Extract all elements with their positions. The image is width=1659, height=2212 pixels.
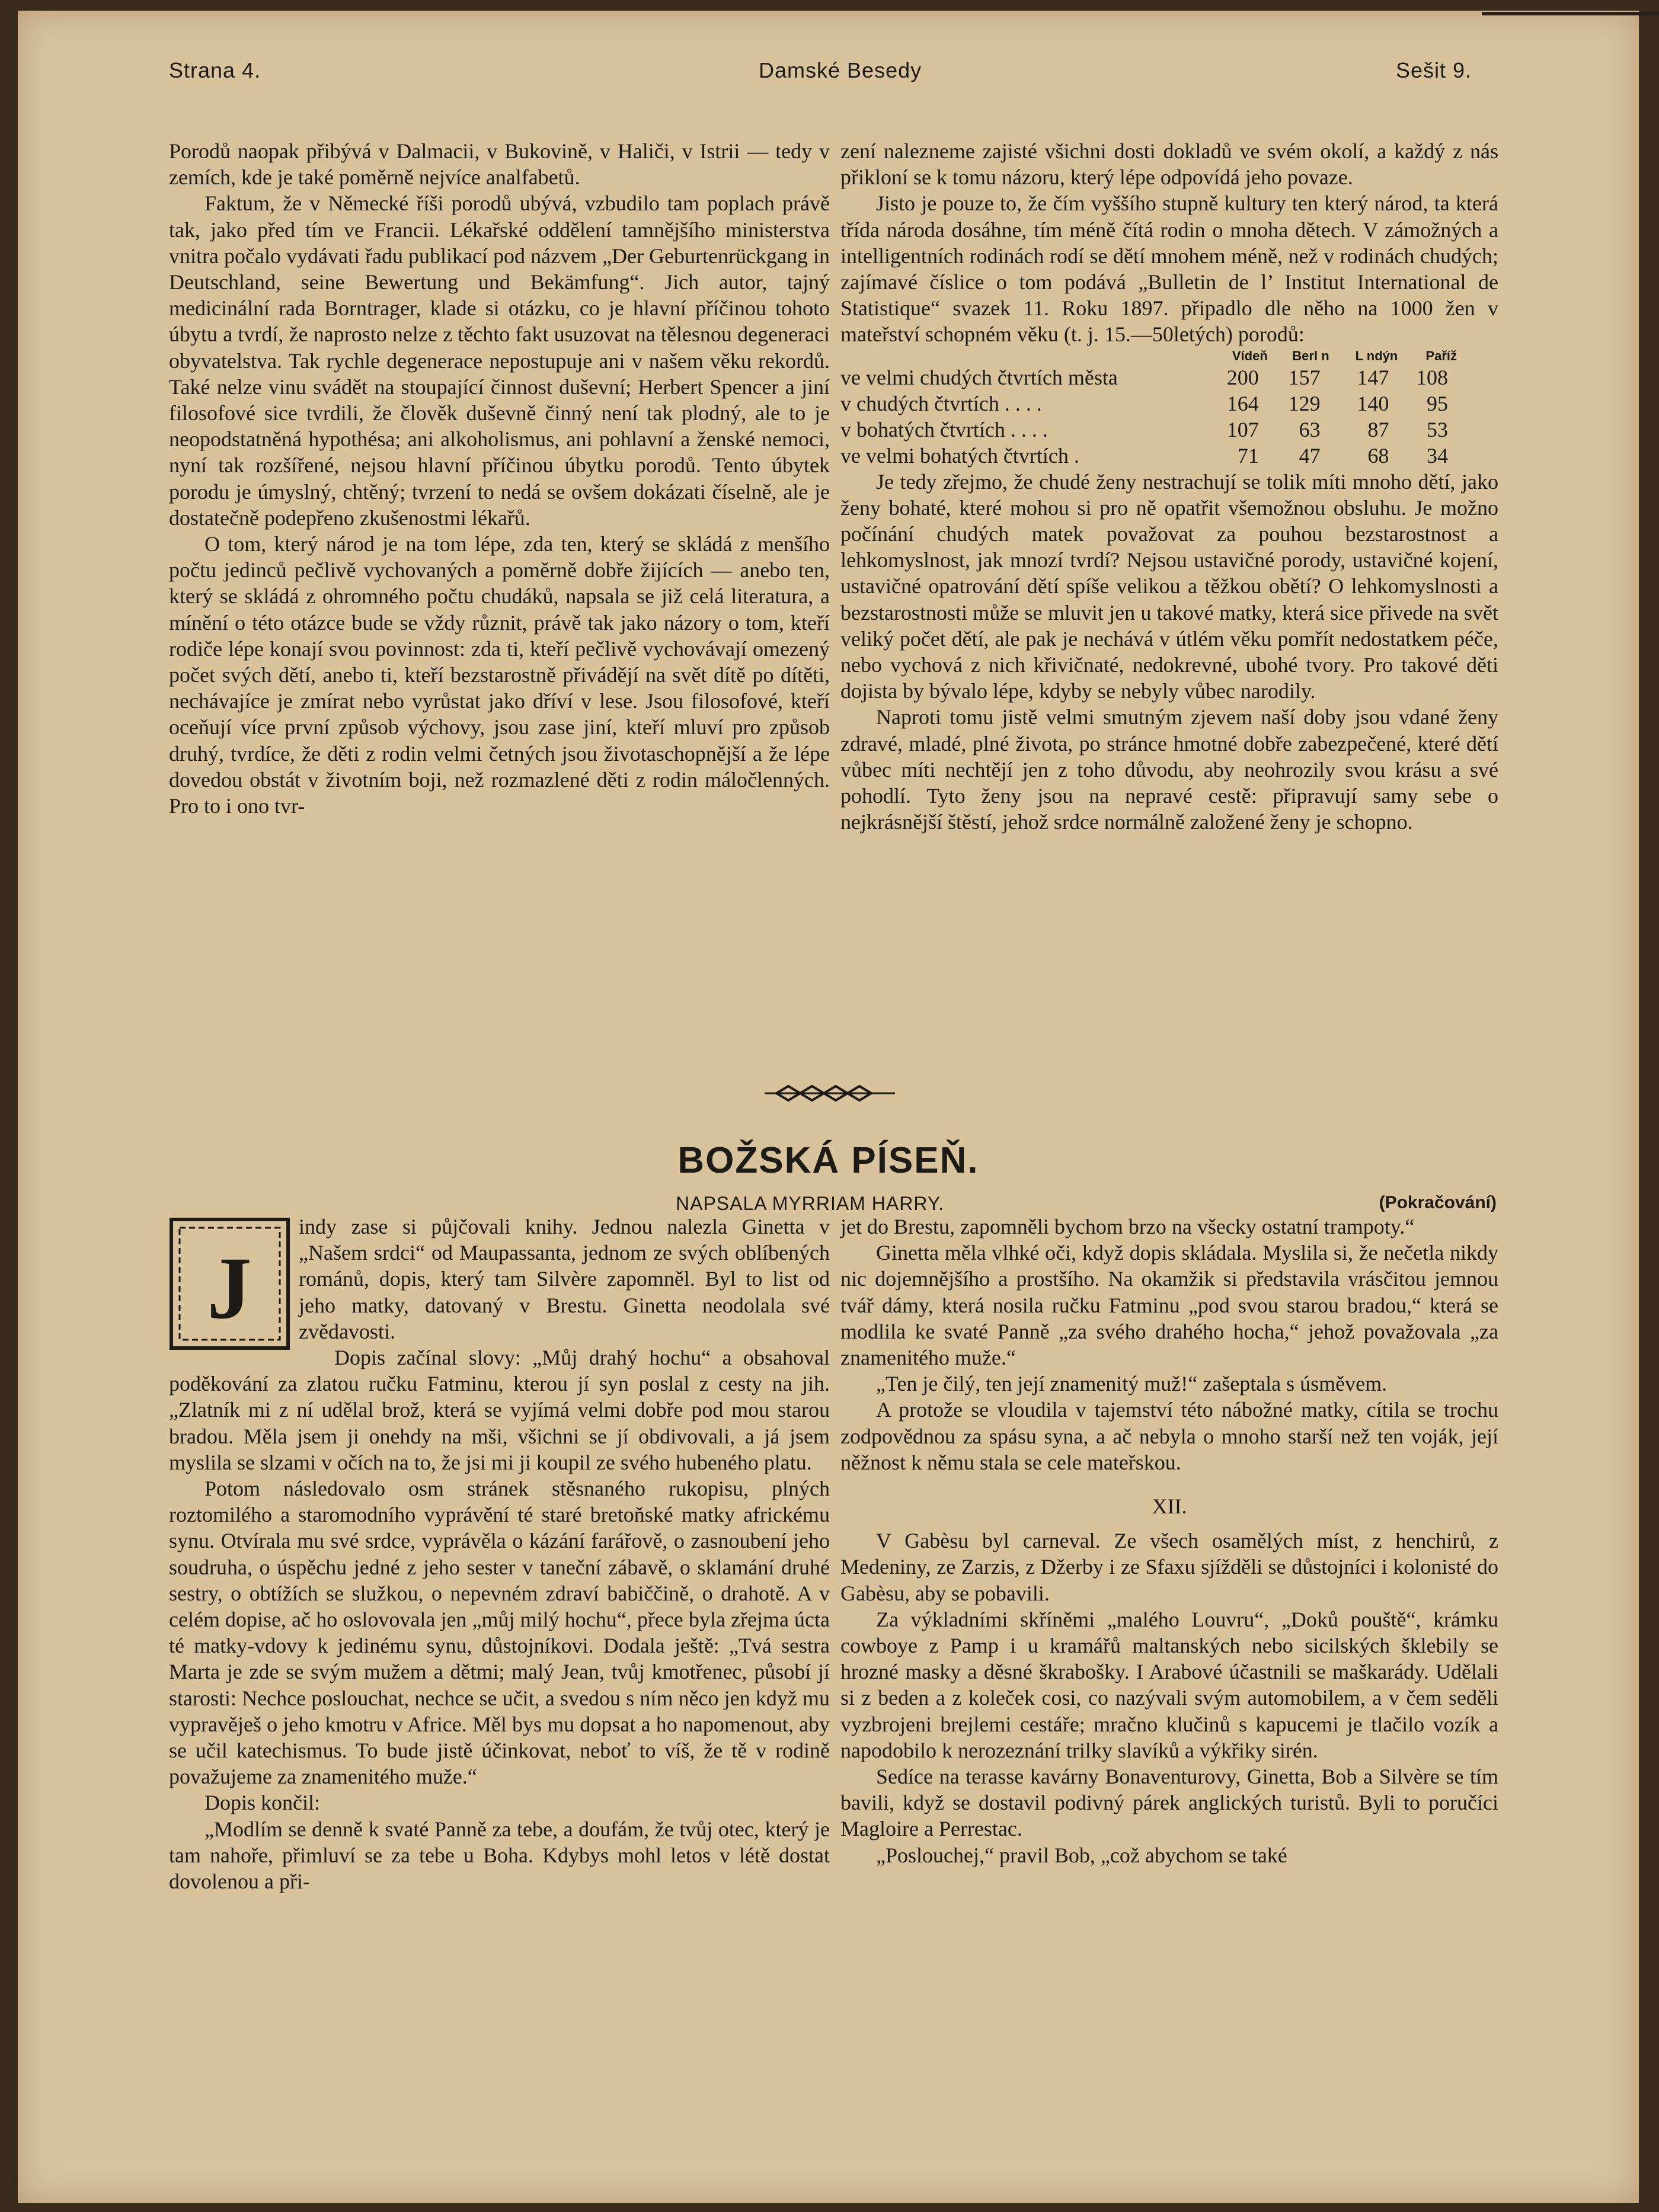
paragraph: Za výkladními skříněmi „malého Louvru“, „Doků pouště“, krámku cowboye z Pamp i u kramářů maltanských nebo sicilských šklebily se hrozné masky a děsné škrabošky. I Arabové účastnili se maškarády. Udělali si z beden a z koleček cosi, co nazývali svým automobilem, a v čem seděli vyzbrojeni brejlemi cestáře; mračno klučinů s kapucemi je tlačilo vozík a napodobilo k nerozeznání trilky slavíků a výkřiky sirén. — [840, 1607, 1498, 1762]
paragraph: Jisto je pouze to, že čím vyššího stupně kultury ten který národ, ta která třída národa dosáhne, tím méně čítá rodin o mnoha dětech. V zámožných a intelligentních rodinách rodí se dětí mnohem méně, než v rodinách chudých; zajímavé číslice o tom podává „Bulletin de l’ Institut International de Statistique“ svazek 11. Roku 1897. připadlo dle něho na 1000 žen v mateřství schopném věku (t. j. 15.—50letých) porodů: — [840, 191, 1498, 347]
chapter-number: XII. — [1152, 1494, 1187, 1519]
paragraph: A protože se vloudila v tajemství této nábožné matky, cítila se trochu zodpovědnou za spásu syna, a ač nebyla o mnoho starší než ten voják, její něžnost k němu stala se cele mateřskou. — [840, 1398, 1498, 1474]
table-cell: 34 — [1427, 443, 1448, 468]
issue-number: Sešit 9. — [1396, 58, 1472, 82]
story-byline: NAPSALA MYRRIAM HARRY. — [676, 1193, 944, 1214]
continued-note: (Pokračování) — [1379, 1193, 1497, 1212]
page-number: Strana 4. — [169, 58, 261, 82]
column-header: Vídeň — [1232, 348, 1268, 363]
table-row — [840, 364, 1463, 390]
paragraph: indy zase si půjčovali knihy. Jednou nalezla Ginetta v „Našem srdci“ od Maupassanta, jednom ze svých oblíbených románů, dopis, který tam Silvère zapomněl. Byl to list od jeho matky, datovaný v Brestu. Ginetta neodolala své zvědavosti. — [299, 1215, 830, 1343]
paragraph: Naproti tomu jistě velmi smutným zjevem naší doby jsou vdané ženy zdravé, mladé, plné života, po stránce hmotné dobře zabezpečené, které dětí vůbec míti nechtějí jen z toho důvodu, aby neohrozily svou krásu a své pohodlí. Tyto ženy jsou na nepravé cestě: připravují samy sebe o nejkrásnější štěstí, jehož srdce normálně založené ženy je schopno. — [840, 705, 1498, 834]
table-cell: 129 — [1288, 391, 1321, 415]
table-row — [840, 390, 1463, 417]
initial-letter: J — [207, 1239, 252, 1337]
paragraph: Dopis končil: — [204, 1791, 320, 1815]
table-cell: 95 — [1427, 391, 1448, 415]
paragraph: Porodů naopak přibývá v Dalmacii, v Bukovině, v Haliči, v Istrii — tedy v zemích, kde je také poměrně nejvíce analfabetů. — [169, 139, 830, 190]
story-column-right — [840, 1214, 1498, 1868]
page-sheet — [18, 11, 1639, 2203]
table-cell: 140 — [1357, 391, 1389, 415]
journal-title: Damské Besedy — [759, 58, 922, 82]
section-divider-ornament — [753, 1083, 907, 1103]
paragraph: V Gabèsu byl carneval. Ze všech osamělých míst, z henchirů, z Medeniny, ze Zarzis, z Džerby i ze Sfaxu sjížděli se důstojníci i kolonisté do Gabèsu, aby se pobavili. — [840, 1529, 1498, 1605]
article-column-left — [169, 138, 830, 819]
article-column-right — [840, 138, 1498, 835]
paragraph: „Ten je čilý, ten její znamenitý muž!“ zašeptala s úsměvem. — [876, 1372, 1388, 1396]
paragraph: Potom následovalo osm stránek stěsnaného rukopisu, plných roztomilého a staromodního vyprávění té staré bretoňské matky africkému synu. Otvírala mu své srdce, vyprávěla o kázání farářově, o zasnoubení jeho soudruha, o úspěchu jedné z jeho sester v taneční zábavě, o sklamání druhé sestry, o obtížích se služkou, o nepevném zdraví babiččině, o drahotě. A v celém dopise, ač ho oslovovala jen „můj milý hochu“, přece byla zřejma úcta té matky-vdovy k jedinému synu, důstojníkovi. Dodala ještě: „Tvá sestra Marta je zde se svým mužem a dětmi; malý Jean, tvůj kmotřenec, působí jí starosti: Nechce poslouchat, nechce se učit, a svedou s ním něco jen když mu vypravěješ o jeho kmotru v Africe. Měl bys mu dopsat a ho napomenout, aby se učil katechismus. To bude jistě účinkovat, neboť to víš, že tě v rodině považujeme za znamenitého muže.“ — [169, 1477, 830, 1789]
column-header: Berl n — [1292, 348, 1329, 363]
row-label: v chudých čtvrtích . . . . — [840, 391, 1042, 415]
table-cell: 157 — [1288, 365, 1321, 389]
paragraph: „Poslouchej,“ pravil Bob, „což abychom se také — [876, 1843, 1287, 1867]
paragraph: jet do Brestu, zapomněli bychom brzo na všecky ostatní trampoty.“ — [840, 1215, 1415, 1238]
table-cell: 63 — [1299, 417, 1321, 441]
paragraph: zení nalezneme zajisté všichni dosti dokladů ve svém okolí, a každý z nás přikloní se k tomu názoru, který lépe odpovídá jeho povaze. — [840, 139, 1498, 190]
table-cell: 108 — [1416, 365, 1448, 389]
table-cell: 87 — [1367, 417, 1389, 441]
table-row — [840, 417, 1463, 443]
row-label: v bohatých čtvrtích . . . . — [840, 417, 1048, 441]
table-cell: 53 — [1427, 417, 1448, 441]
paragraph: Je tedy zřejmo, že chudé ženy nestrachují se tolik míti mnoho dětí, jako ženy bohaté, které mohou si pro ně opatřit všemožnou obsluhu. Je možno počínání chudých matek považovat za pouhou bezstarostnost a lehkomyslnost, jak mnozí tvrdí? Nejsou ustavičné porody, ustavičné kojení, ustavičné opatrování dětí spíše velikou a těžkou obětí? O lehkomyslnosti a bezstarostnosti může se mluvit jen u takové matky, která sice přivede na svět veliký počet dětí, ale pak je nechává v útlém věku pomřít nedostatkem péče, nebo vychová z nich křivičnaté, nedokrevné, ubohé tvory. Pro takové děti dojista by bývalo lépe, kdyby se nebyly vůbec narodily. — [840, 469, 1498, 703]
table-cell: 164 — [1226, 391, 1259, 415]
table-cell: 68 — [1367, 443, 1389, 468]
paragraph: Sedíce na terasse kavárny Bonaventurovy, Ginetta, Bob a Silvère se tím bavili, když se dostavil podivný párek anglických turistů. Byli to poručíci Magloire a Perrestac. — [840, 1765, 1498, 1841]
story-title: BOŽSKÁ PÍSEŇ. — [677, 1140, 979, 1181]
row-label: ve velmi bohatých čtvrtích . — [840, 443, 1079, 468]
ornamental-initial — [169, 1217, 290, 1350]
page-edge-mark — [1482, 12, 1659, 15]
table-cell: 107 — [1226, 417, 1259, 441]
paragraph: „Modlím se denně k svaté Panně za tebe, a doufám, že tvůj otec, který je tam nahoře, přimluví se za tebe u Boha. Kdybys mohl letos v létě dostat dovolenou a při- — [169, 1817, 830, 1894]
column-header: Paříž — [1425, 348, 1457, 363]
row-label: ve velmi chudých čtvrtích města — [840, 365, 1118, 389]
story-column-left — [169, 1214, 830, 1894]
paragraph: Dopis začínal slovy: „Můj drahý hochu“ a obsahoval poděkování za zlatou ručku Fatminu, kterou jí syn poslal z cesty na jih. „Zlatník mi z ní udělal brož, která se vyjímá velmi dobře pod mou starou bradou. Měla jsem ji onehdy na mši, všichni se jí obdivovali, a já jsem myslila se slzami v očích na to, že jsi mi ji koupil ze svého hubeného platu. — [169, 1346, 830, 1474]
table-cell: 47 — [1299, 443, 1321, 468]
table-cell: 200 — [1226, 365, 1259, 389]
table-cell: 71 — [1237, 443, 1259, 468]
table-cell: 147 — [1357, 365, 1389, 389]
table-row — [840, 443, 1463, 469]
paragraph: Ginetta měla vlhké oči, když dopis skládala. Myslila si, že nečetla nikdy nic dojemnějšího a prostšího. Na okamžik si představila vrásčitou jemnou tvář dámy, která nosila ručku Fatminu „pod svou starou bradou,“ která se modlila ke svaté Panně „za svého drahého hocha,“ jehož považovala „za znamenitého muže.“ — [840, 1241, 1498, 1370]
paragraph: Faktum, že v Německé říši porodů ubývá, vzbudilo tam poplach právě tak, jako před tím ve Francii. Lékařské oddělení tamnějšího ministerstva vnitra počalo vydávati řadu publikací pod názvem „Der Geburtenrückgang in Deutschland, seine Bewertung und Bekämfung“. Jich autor, tajný medicinální rada Borntrager, klade si otázku, co je hlavní příčinou tohoto úbytu a tvrdí, že naprosto nelze z těchto fakt usuzovat na tělesnou degeneraci obyvatelstva. Tak rychle degenerace nepostupuje ani v našem věku rekordů. Také nelze vinu svádět na stoupající činnost duševní; Herbert Spencer a jiní filosofové sice tvrdili, že člověk duševně činný není tak plodný, ale to je neopodstatněná hypothésa; ani alkoholismus, ani pohlavní a ženské nemoci, nyní tak rozšířené, nejsou hlavní příčinou úbytku porodů. Tento úbytek porodu je úmyslný, chtěný; tvrzení to nedá se ovšem dokázati číselně, ale je dostatečně podepřeno zkušenostmi lékařů. — [169, 191, 830, 530]
table-header-row — [840, 348, 1463, 364]
paragraph: O tom, který národ je na tom lépe, zda ten, který se skládá z menšího počtu jedinců pečlivě vychovaných a poměrně dobře žijících — anebo ten, který se skládá z ohromného počtu chudáků, napsala se již celá literatura, a mínění o této otázce bude se vždy různit, právě tak jako názory o tom, kteří rodiče lépe konají svou povinnost: zda ti, kteří pečlivě vychovávají omezený počet svých dětí, anebo ti, kteří bezstarostně přivádějí na svět dítě po dítěti, nechávajíce je zmírat nebo vyrůstat jako dříví v lese. Jsou filosofové, kteří oceňují více první způsob výchovy, jsou zase jiní, kteří mluví pro způsob druhý, tvrdíce, že děti z rodin velmi četných jsou životaschopnější a že lépe dovedou obstát v životním boji, než rozmazlené děti z rodin máločlenných. Pro to i ono tvr- — [169, 532, 830, 818]
column-header: L ndýn — [1355, 348, 1398, 363]
births-table — [840, 348, 1463, 469]
